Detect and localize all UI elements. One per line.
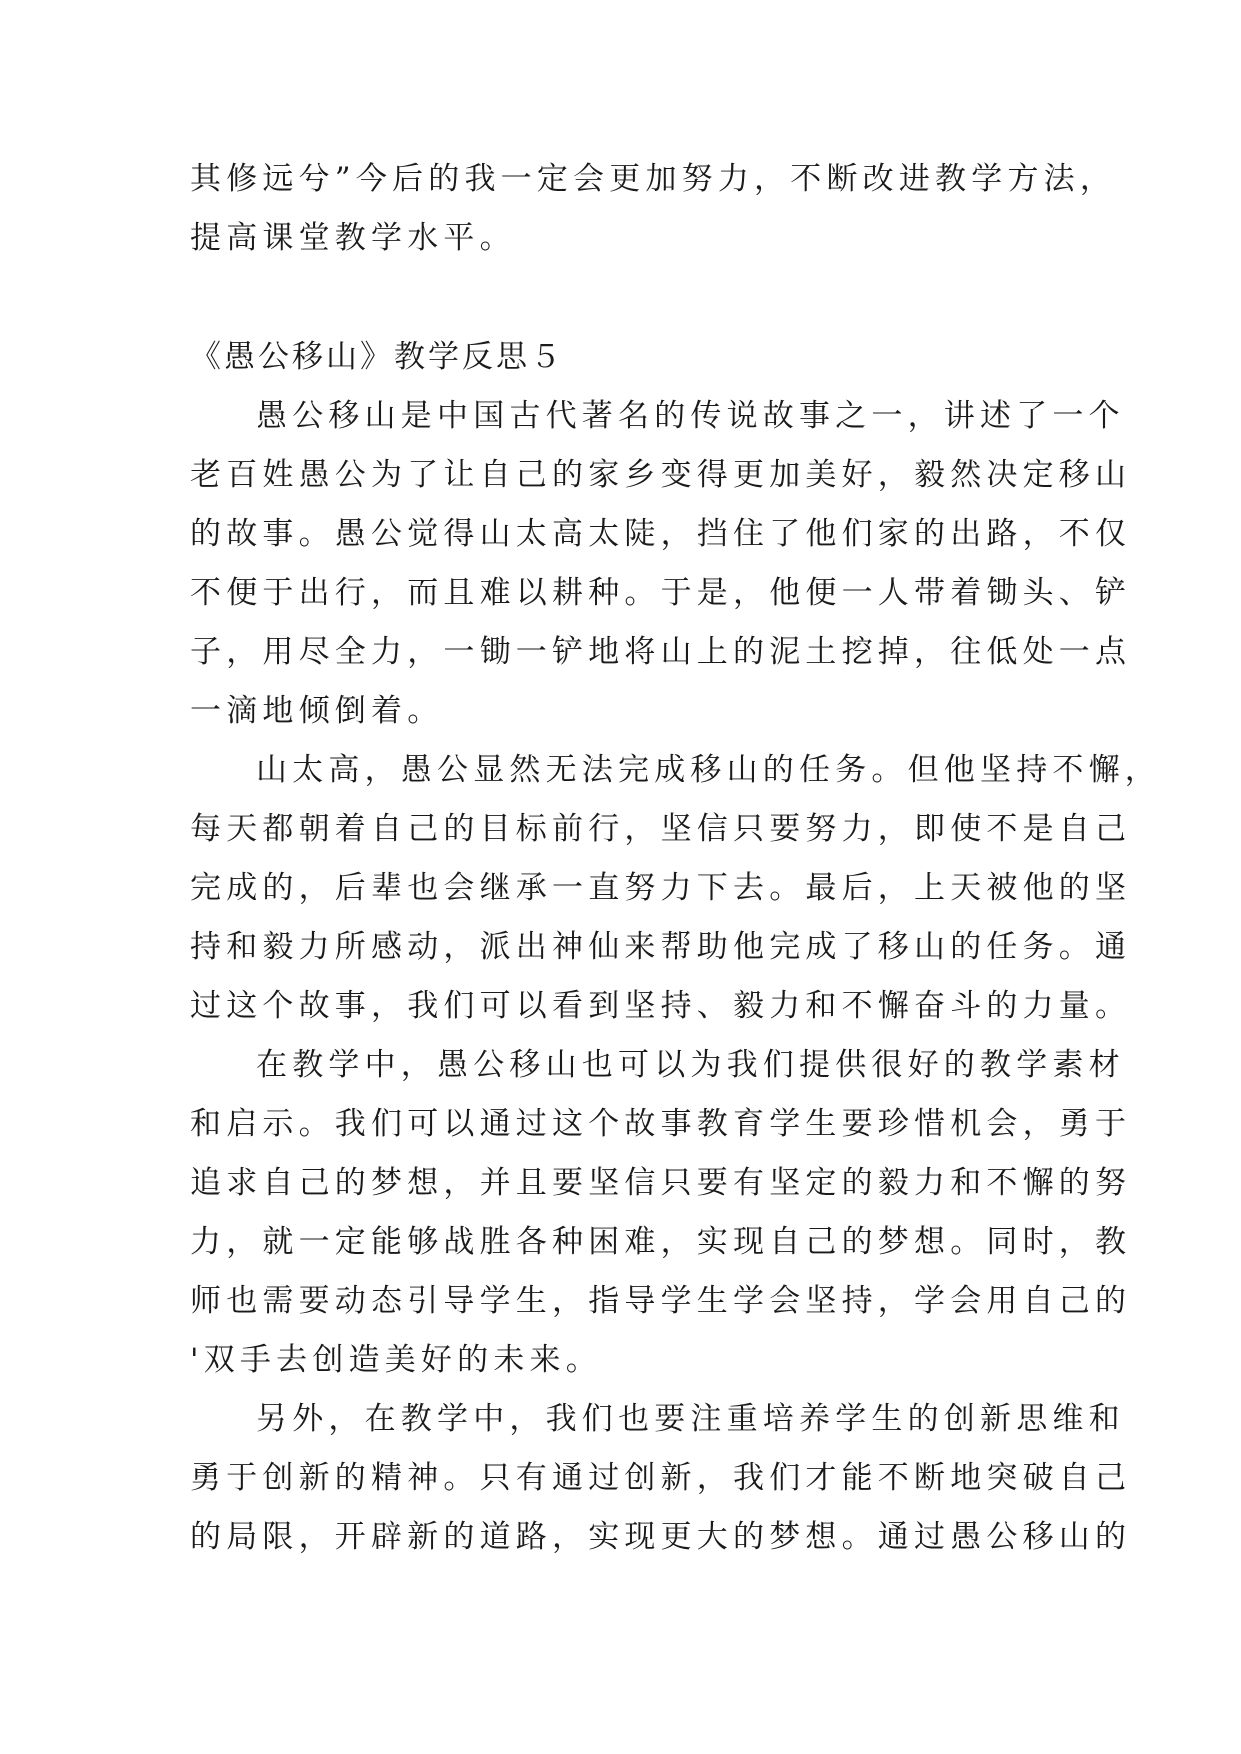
paragraph-2 bbox=[190, 741, 1161, 1036]
text-line: 过这个故事，我们可以看到坚持、毅力和不懈奋斗的力量。 bbox=[190, 988, 1132, 1024]
text-line: 另外，在教学中，我们也要注重培养学生的创新思维和 bbox=[256, 1401, 1125, 1437]
section-gap bbox=[190, 268, 1060, 328]
text-line: 子，用尽全力，一锄一铲地将山上的泥土挖掉，往低处一点 bbox=[190, 634, 1132, 670]
document-page bbox=[190, 150, 1161, 1567]
text-line: 的局限，开辟新的道路，实现更大的梦想。通过愚公移山的 bbox=[190, 1519, 1132, 1555]
text-line: 一滴地倾倒着。 bbox=[190, 693, 444, 729]
paragraph-1 bbox=[190, 387, 1132, 741]
text-line: '双手去创造美好的未来。 bbox=[190, 1342, 602, 1378]
text-line: 不便于出行，而且难以耕种。于是，他便一人带着锄头、铲 bbox=[190, 575, 1132, 611]
text-line: 勇于创新的精神。只有通过创新，我们才能不断地突破自己 bbox=[190, 1460, 1132, 1496]
text-line: 追求自己的梦想，并且要坚信只要有坚定的毅力和不懈的努 bbox=[190, 1165, 1132, 1201]
text-line: 在教学中，愚公移山也可以为我们提供很好的教学素材 bbox=[256, 1047, 1125, 1083]
text-line: 山太高，愚公显然无法完成移山的任务。但他坚持不懈， bbox=[256, 752, 1161, 788]
text-line: 和启示。我们可以通过这个故事教育学生要珍惜机会，勇于 bbox=[190, 1106, 1132, 1142]
text-line: 持和毅力所感动，派出神仙来帮助他完成了移山的任务。通 bbox=[190, 929, 1132, 965]
text-line: 提高课堂教学水平。 bbox=[190, 220, 516, 256]
text-line: 每天都朝着自己的目标前行，坚信只要努力，即使不是自己 bbox=[190, 811, 1132, 847]
text-line: 师也需要动态引导学生，指导学生学会坚持，学会用自己的 bbox=[190, 1283, 1132, 1319]
text-line: 愚公移山是中国古代著名的传说故事之一，讲述了一个 bbox=[256, 398, 1125, 434]
intro-paragraph bbox=[190, 150, 1117, 268]
text-line: 其修远兮”今后的我一定会更加努力，不断改进教学方法， bbox=[190, 161, 1117, 197]
text-line: 的故事。愚公觉得山太高太陡，挡住了他们家的出路，不仅 bbox=[190, 516, 1132, 552]
text-line: 老百姓愚公为了让自己的家乡变得更加美好，毅然决定移山 bbox=[190, 457, 1132, 493]
section-heading: 《愚公移山》教学反思５ bbox=[190, 339, 564, 375]
text-line: 力，就一定能够战胜各种困难，实现自己的梦想。同时，教 bbox=[190, 1224, 1132, 1260]
text-line: 完成的，后辈也会继承一直努力下去。最后，上天被他的坚 bbox=[190, 870, 1132, 906]
paragraph-4 bbox=[190, 1390, 1132, 1567]
paragraph-3 bbox=[190, 1036, 1132, 1390]
